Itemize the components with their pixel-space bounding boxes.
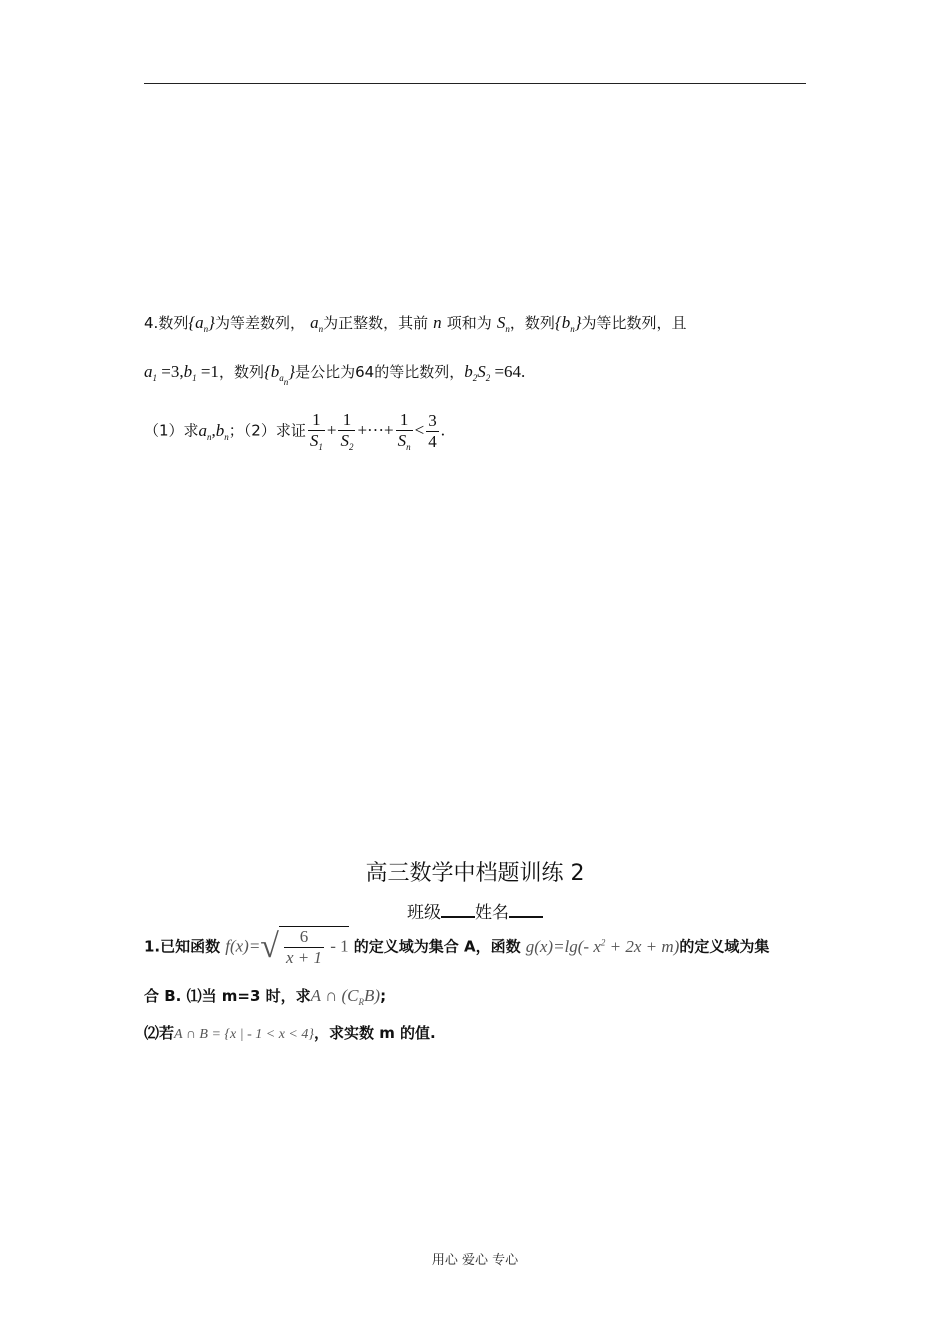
fraction-3-over-4: $\frac{3}{4}$ [428,410,437,451]
fraction-1-over-Sn: $\frac{1}{S_n}$ [397,410,411,452]
header-rule [144,83,806,84]
fraction-1-over-S1: $\frac{1}{S_1}$ [309,410,323,452]
problem4-line1: 4.数列$\{a_n\}$为等差数列， $a_n$为正整数，其前 n 项和为 $S_n$，数列$\{b_n\}$为等比数列，且 [144,313,687,334]
name-label: 姓名 [475,903,509,923]
problem4-line2: $a_1 =3,b_1 =1$，数列$\{b_{a_n}\}$是公比为64的等比数列，$b_2S_2 =64$. [144,362,526,387]
class-label: 班级 [407,903,441,923]
class-blank [441,902,475,918]
class-name-row [0,898,950,923]
fraction-1-over-S2: $\frac{1}{S_2}$ [340,410,354,452]
sqrt-expression: √ $\frac{6}{x + 1}$ - 1 [260,927,349,967]
problem-number: 4. [144,314,159,332]
name-blank [509,902,543,918]
footer-text: 用心 爱心 专心 [431,1253,519,1268]
problem1-line3: ⑵若A ∩ B = {x | - 1 < x < 4}，求实数 m 的值. [144,1024,436,1042]
problem1-line1: 1.已知函数 f(x)=√ $\frac{6}{x + 1}$ - 1 的定义域为集合 A，函数 g(x)=lg(- $x^2 + 2x + m$)的定义域为集 [144,927,770,967]
problem4-line3: （1）求$a_n,b_n$；（2）求证 $\frac{1}{S_1}$ + $\frac{1}{S_2}$ +···+ $\frac{1}{S_n}$ < $\frac{3}{4}$ . [144,410,445,452]
page-title: 高三数学中档题训练 2 [365,861,585,886]
problem1-line2: 合 B. ⑴当 m=3 时，求A ∩ $(C_RB)$; [144,986,387,1007]
